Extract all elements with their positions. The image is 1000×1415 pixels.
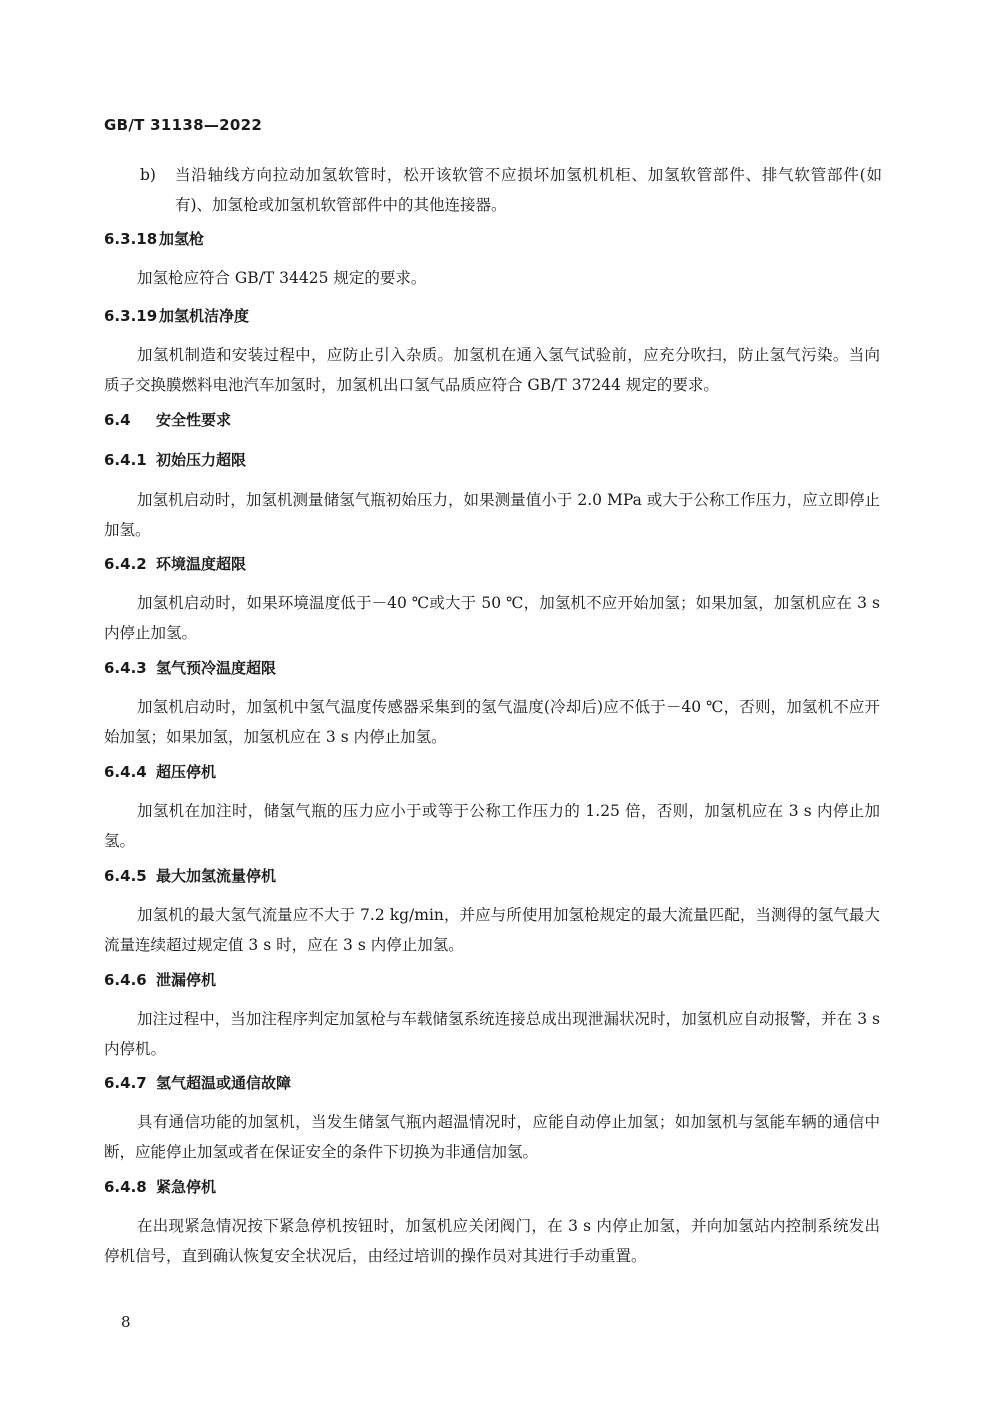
section-heading-6-4-7 xyxy=(104,1073,291,1093)
section-heading-6-4-8 xyxy=(104,1177,216,1197)
section-number: 6.4.3 xyxy=(104,659,147,677)
section-title: 超压停机 xyxy=(156,763,217,781)
section-title: 泄漏停机 xyxy=(156,971,217,989)
section-text-6-4-4: 加氢机在加注时，储氢气瓶的压力应小于或等于公称工作压力的 1.25 倍，否则，加氢机应在 3 s 内停止加氢。 xyxy=(104,802,880,850)
section-heading-6-4-5 xyxy=(104,866,276,886)
section-text-6-4-8: 在出现紧急情况按下紧急停机按钮时，加氢机应关闭阀门，在 3 s 内停止加氢，并向加氢站内控制系统发出停机信号，直到确认恢复安全状况后，由经过培训的操作员对其进行手动重置。 xyxy=(104,1217,880,1265)
section-title: 最大加氢流量停机 xyxy=(156,867,277,885)
section-number: 6.4.7 xyxy=(104,1074,147,1092)
section-title: 安全性要求 xyxy=(156,411,232,429)
section-number: 6.4.4 xyxy=(104,763,147,781)
section-heading-6-3-19 xyxy=(104,306,249,326)
section-number: 6.4.6 xyxy=(104,971,147,989)
section-number: 6.4 xyxy=(104,411,131,429)
section-heading-6-4-2 xyxy=(104,554,246,574)
section-number: 6.4.2 xyxy=(104,555,147,573)
section-title: 氢气超温或通信故障 xyxy=(156,1074,292,1092)
section-heading-6-4-3 xyxy=(104,658,276,678)
section-title: 加氢枪 xyxy=(159,230,205,248)
section-number: 6.4.8 xyxy=(104,1178,147,1196)
section-title: 初始压力超限 xyxy=(156,451,247,469)
list-item-label: b) xyxy=(140,166,156,184)
section-number: 6.4.5 xyxy=(104,867,147,885)
section-heading-6-3-18 xyxy=(104,229,204,249)
section-number: 6.3.19 xyxy=(104,307,158,325)
section-text-6-4-5: 加氢机的最大氢气流量应不大于 7.2 kg/min，并应与所使用加氢枪规定的最大流量匹配，当测得的氢气最大流量连续超过规定值 3 s 时，应在 3 s 内停止加氢。 xyxy=(104,906,880,954)
section-heading-6-4 xyxy=(104,410,231,430)
section-heading-6-4-4 xyxy=(104,762,216,782)
section-text-6-4-1: 加氢机启动时，加氢机测量储氢气瓶初始压力，如果测量值小于 2.0 MPa 或大于公称工作压力，应立即停止加氢。 xyxy=(104,491,880,539)
section-title: 紧急停机 xyxy=(156,1178,217,1196)
list-item-text: 当沿轴线方向拉动加氢软管时，松开该软管不应损坏加氢机机柜、加氢软管部件、排气软管部件(如有)、加氢枪或加氢机软管部件中的其他连接器。 xyxy=(175,166,882,214)
section-title: 环境温度超限 xyxy=(156,555,247,573)
section-text-6-4-3: 加氢机启动时，加氢机中氢气温度传感器采集到的氢气温度(冷却后)应不低于－40 ℃，否则，加氢机不应开始加氢；如果加氢，加氢机应在 3 s 内停止加氢。 xyxy=(104,698,880,746)
section-text-6-3-18: 加氢枪应符合 GB/T 34425 规定的要求。 xyxy=(137,269,427,287)
section-text-6-3-19: 加氢机制造和安装过程中，应防止引入杂质。加氢机在通入氢气试验前，应充分吹扫，防止氢气污染。当向质子交换膜燃料电池汽车加氢时，加氢机出口氢气品质应符合 GB/T 37244 规定的要求。 xyxy=(104,346,880,394)
list-item-b xyxy=(140,160,882,220)
section-title: 加氢机洁净度 xyxy=(159,307,250,325)
section-heading-6-4-6 xyxy=(104,970,216,990)
section-number: 6.4.1 xyxy=(104,451,147,469)
section-text-6-4-7: 具有通信功能的加氢机，当发生储氢气瓶内超温情况时，应能自动停止加氢；如加氢机与氢能车辆的通信中断，应能停止加氢或者在保证安全的条件下切换为非通信加氢。 xyxy=(104,1113,880,1161)
section-text-6-4-6: 加注过程中，当加注程序判定加氢枪与车载储氢系统连接总成出现泄漏状况时，加氢机应自动报警，并在 3 s 内停机。 xyxy=(104,1010,880,1058)
document-number: GB/T 31138—2022 xyxy=(104,116,263,134)
section-number: 6.3.18 xyxy=(104,230,158,248)
section-text-6-4-2: 加氢机启动时，如果环境温度低于－40 ℃或大于 50 ℃，加氢机不应开始加氢；如果加氢，加氢机应在 3 s 内停止加氢。 xyxy=(104,594,880,642)
page-number: 8 xyxy=(121,1313,131,1331)
section-heading-6-4-1 xyxy=(104,450,246,470)
section-title: 氢气预冷温度超限 xyxy=(156,659,277,677)
